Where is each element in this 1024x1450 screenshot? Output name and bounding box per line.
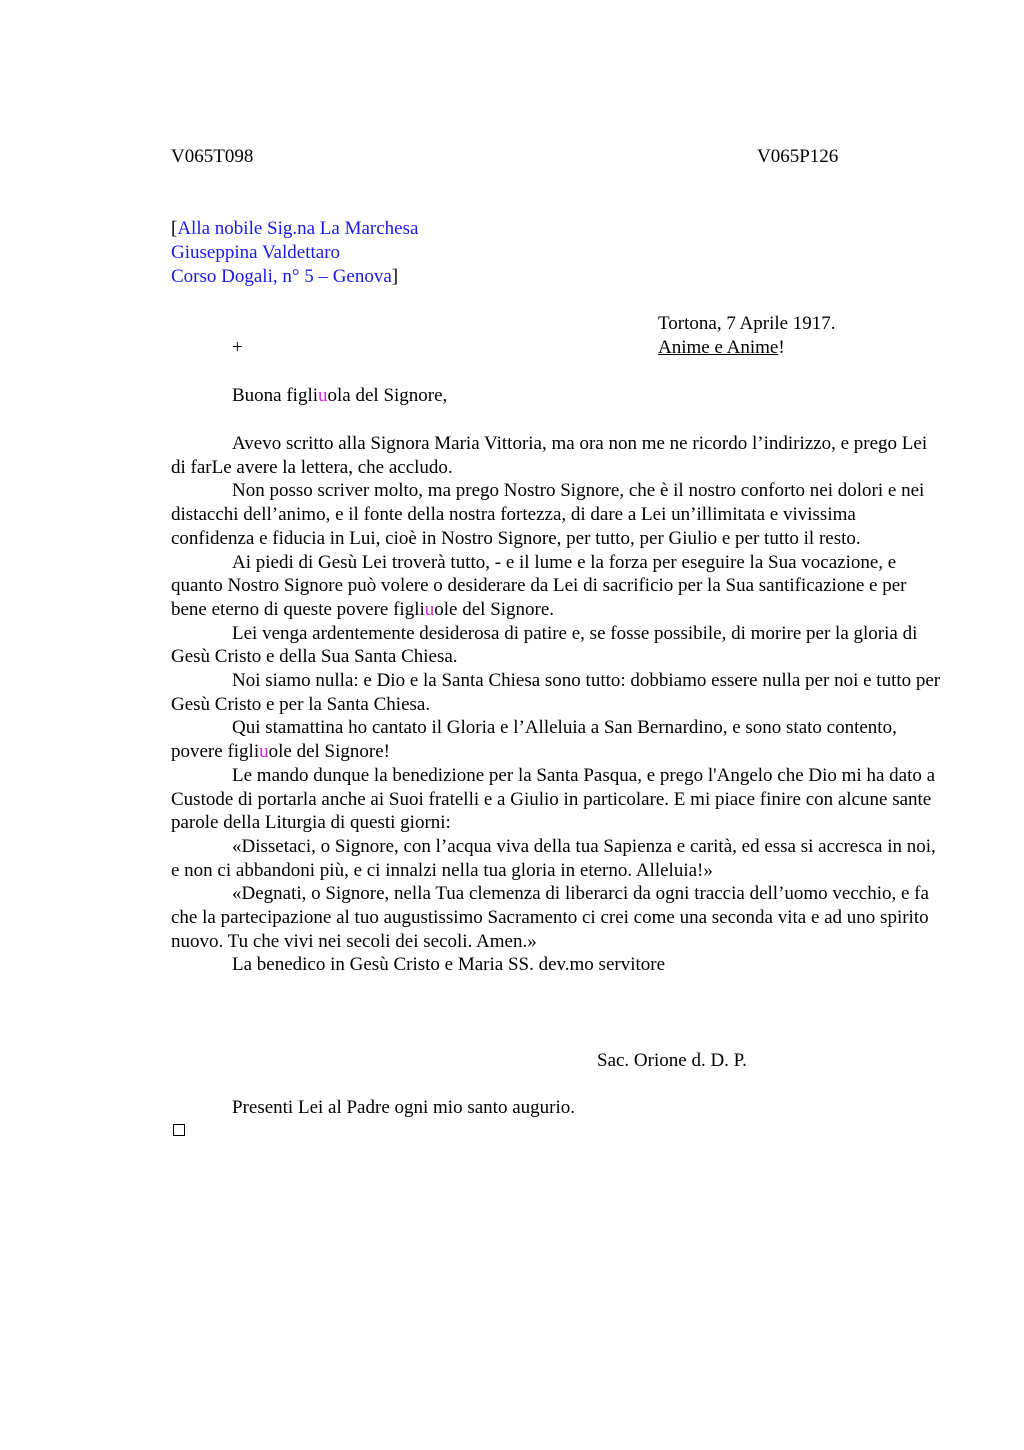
address-street: Corso Dogali, n° 5 – Genova (171, 266, 392, 287)
letter-body (171, 432, 941, 977)
motto-punctuation: ! (778, 337, 785, 358)
document-code-right: V065P126 (757, 146, 839, 167)
paragraph-5: Noi siamo nulla: e Dio e la Santa Chiesa sono tutto: dobbiamo essere nulla per noi e tutto per Gesù Cristo e per la Santa Chiesa. (171, 670, 941, 715)
address-line-1 (171, 218, 418, 240)
salutation (232, 385, 447, 407)
salutation-highlight: u (318, 385, 328, 406)
paragraph-1: Avevo scritto alla Signora Maria Vittoria, ma ora non me ne ricordo l’indirizzo, e prego Lei di farLe avere la lettera, che accludo. (171, 433, 928, 478)
paragraph-3-highlight: u (424, 598, 435, 620)
paragraph-2: Non posso scriver molto, ma prego Nostro Signore, che è il nostro conforto nei dolori e nei distacchi dell’animo, e il fonte della nostra fortezza, di dare a Lei un’illimitata e vivissima confidenza e fiducia in Lui, cioè in Nostro Signore, per tutto, per Giulio e per tutto il resto. (171, 480, 925, 549)
checkbox-square-icon (173, 1124, 185, 1136)
paragraph-8: «Dissetaci, o Signore, con l’acqua viva della tua Sapienza e carità, ed essa si accresca in noi, e non ci abbandoni più, e ci innalzi nella tua gloria in eterno. Alleluia!» (171, 835, 936, 881)
paragraph-9: «Degnati, o Signore, nella Tua clemenza di liberarci da ogni traccia dell’uomo vecchio, e fa che la partecipazione al tuo augustissimo Sacramento ci crei come una seconda vita e ad uno spirito nuovo. Tu che vivi nei secoli dei secoli. Amen.» (171, 883, 929, 952)
paragraph-10: La benedico in Gesù Cristo e Maria SS. dev.mo servitore (232, 954, 666, 976)
salutation-end: ola del Signore, (327, 385, 448, 406)
letter-motto (658, 337, 785, 359)
paragraph-3-start: Ai piedi di Gesù Lei troverà tutto, - e il lume e la forza per eseguire la Sua vocazione, e quanto Nostro Signore può volere o desiderare da Lei di sacrificio per la Sua santificazione e per bene eterno di queste povere figli (171, 551, 907, 620)
paragraph-3-end: ole del Signore. (434, 598, 555, 620)
paragraph-7: Le mando dunque la benedizione per la Santa Pasqua, e prego l'Angelo che Dio mi ha dato a Custode di portarla anche ai Suoi fratelli e a Giulio in particolare. E mi piace finire con alcune sante parole della Liturgia di questi giorni: (171, 764, 936, 834)
paragraph-6-end: ole del Signore! (268, 741, 390, 763)
paragraph-6-start: Qui stamattina ho cantato il Gloria e l’Alleluia a San Bernardino, e sono stato contento, povere figli (171, 717, 897, 763)
signature: Sac. Orione d. D. P. (597, 1050, 747, 1071)
salutation-start: Buona figli (232, 385, 319, 406)
motto-text: Anime e Anime (658, 337, 779, 358)
paragraph-6-highlight: u (259, 741, 269, 763)
address-open-bracket: [ (171, 218, 178, 239)
address-close-bracket: ] (391, 266, 399, 287)
letter-date: Tortona, 7 Aprile 1917. (658, 313, 836, 334)
paragraph-3 (171, 551, 941, 622)
paragraph-6 (171, 716, 941, 763)
paragraph-4: Lei venga ardentemente desiderosa di patire e, se fosse possibile, di morire per la gloria di Gesù Cristo e della Sua Santa Chiesa. (171, 622, 918, 668)
address-recipient: Alla nobile Sig.na La Marchesa (177, 218, 419, 239)
postscript: Presenti Lei al Padre ogni mio santo augurio. (232, 1097, 575, 1118)
address-line-3 (171, 266, 398, 288)
address-line-2: Giuseppina Valdettaro (171, 242, 341, 263)
document-code-left: V065T098 (171, 146, 254, 167)
cross-symbol: + (232, 337, 243, 358)
